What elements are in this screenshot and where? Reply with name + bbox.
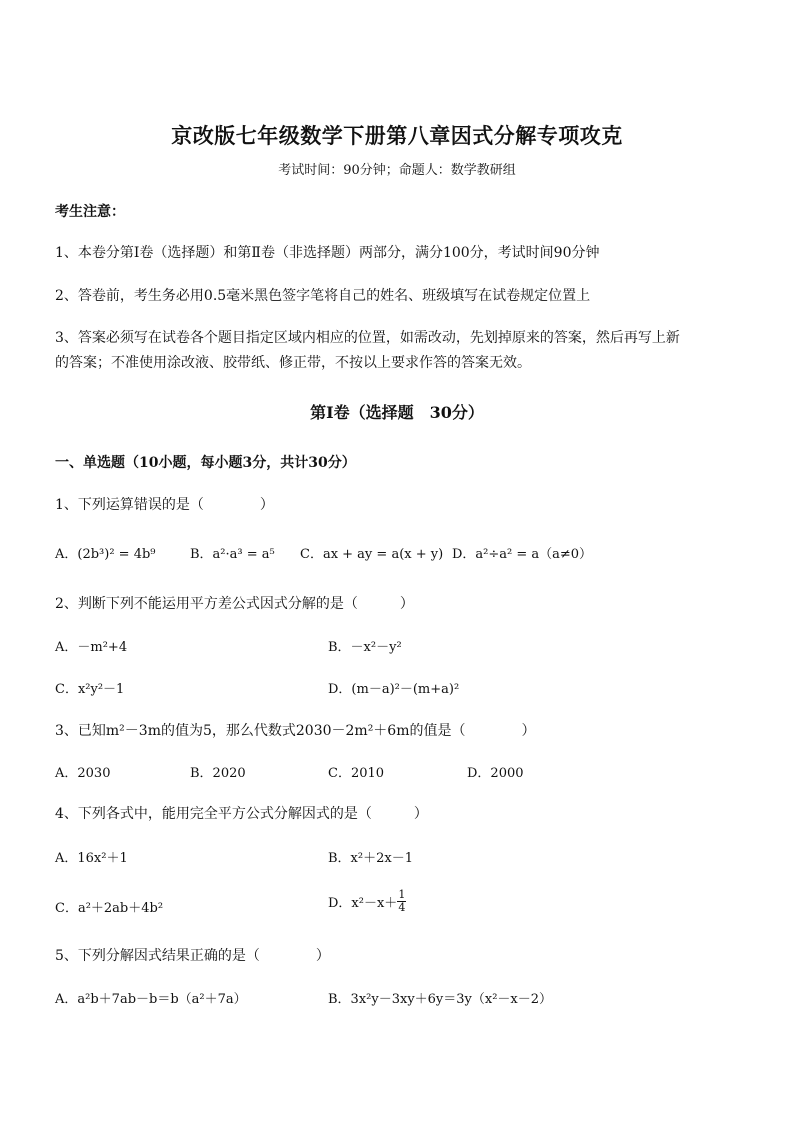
part-heading: 一、单选题（10小题，每小题3分，共计30分） — [55, 455, 356, 471]
exam-subtitle: 考试时间：90分钟；命题人：数学教研组 — [278, 163, 516, 178]
question-3-option-b: B．2020 — [190, 766, 246, 781]
section-title: 第Ⅰ卷（选择题 30分） — [310, 403, 484, 422]
question-4-stem: 4、下列各式中，能用完全平方公式分解因式的是（ ） — [55, 806, 428, 822]
question-2-option-c: C．x²y²－1 — [55, 682, 125, 697]
note-item-2: 2、答卷前，考生务必用0.5毫米黑色签字笔将自己的姓名、班级填写在试卷规定位置上 — [55, 288, 591, 304]
question-3-option-d: D．2000 — [467, 766, 524, 781]
notes-heading: 考生注意： — [55, 204, 125, 220]
exam-title: 京改版七年级数学下册第八章因式分解专项攻克 — [171, 123, 623, 148]
note-item-3-continued: 的答案；不准使用涂改液、胶带纸、修正带，不按以上要求作答的答案无效。 — [55, 355, 531, 371]
question-2-option-b: B．－x²－y² — [328, 640, 402, 655]
question-5-option-a: A．a²b＋7ab－b＝b（a²＋7a） — [55, 992, 247, 1007]
question-4-option-c: C．a²＋2ab＋4b² — [55, 901, 164, 916]
question-4-option-d — [328, 889, 406, 914]
question-1-option-b: B．a²·a³ = a⁵ — [190, 547, 275, 562]
question-5-stem: 5、下列分解因式结果正确的是（ ） — [55, 948, 330, 964]
question-3-stem: 3、已知m²－3m的值为5，那么代数式2030－2m²＋6m的值是（ ） — [55, 723, 536, 739]
fraction-denominator: 4 — [398, 901, 406, 914]
note-item-1: 1、本卷分第Ⅰ卷（选择题）和第Ⅱ卷（非选择题）两部分，满分100分，考试时间90分钟 — [55, 245, 600, 261]
question-5-option-b: B．3x²y－3xy＋6y＝3y（x²－x－2） — [328, 992, 553, 1007]
question-3-option-c: C．2010 — [328, 766, 385, 781]
question-3-option-a: A．2030 — [55, 766, 111, 781]
question-4-option-b: B．x²＋2x－1 — [328, 851, 413, 866]
question-2-option-d: D．(m－a)²－(m+a)² — [328, 682, 460, 697]
question-4-option-d-prefix: D．x²－x＋ — [328, 896, 398, 911]
question-2-option-a: A．－m²+4 — [55, 640, 128, 655]
question-1-option-d: D．a²÷a² = a（a≠0） — [452, 547, 593, 562]
question-1-stem: 1、下列运算错误的是（ ） — [55, 497, 274, 513]
question-4-option-a: A．16x²＋1 — [55, 851, 128, 866]
fraction — [397, 889, 406, 914]
question-2-stem: 2、判断下列不能运用平方差公式因式分解的是（ ） — [55, 596, 414, 612]
question-1-option-a: A．(2b³)² = 4b⁹ — [55, 547, 156, 562]
note-item-3: 3、答案必须写在试卷各个题目指定区域内相应的位置，如需改动，先划掉原来的答案，然后再写上新 — [55, 330, 680, 346]
fraction-numerator: 1 — [398, 888, 406, 901]
question-1-option-c: C．ax + ay = a(x + y) — [300, 547, 444, 562]
